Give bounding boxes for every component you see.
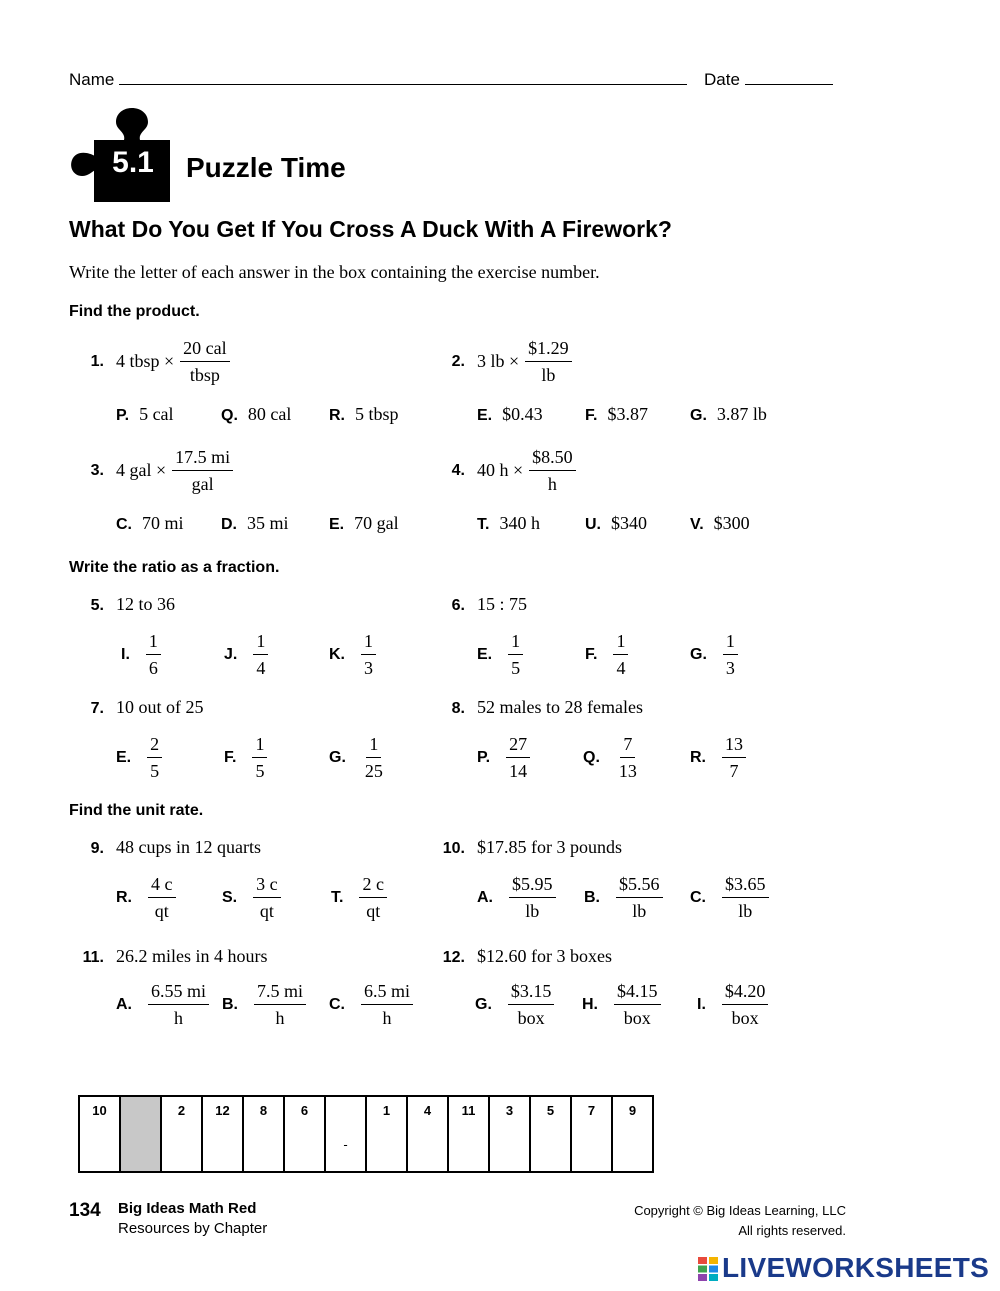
option-letter: R. [329,407,345,424]
answer-box-label: 12 [215,1103,230,1118]
option-letter: F. [585,645,598,663]
option-9-T[interactable] [331,874,387,921]
option-letter: E. [329,516,345,533]
fraction-numerator: 27 [506,734,530,758]
fraction-numerator: 1 [252,734,267,758]
section-heading-product: Find the product. [69,303,200,320]
option-5-K[interactable] [329,631,376,678]
option-4-T[interactable] [477,513,540,534]
option-5-J[interactable] [224,631,268,678]
exercise-text: 12 to 36 [116,594,176,614]
option-letter: E. [116,748,132,766]
option-2-F[interactable] [585,404,648,425]
option-text: 3.87 lb [716,404,767,424]
option-text: $300 [713,513,750,533]
option-2-E[interactable] [477,404,543,425]
fraction-denominator: qt [259,901,274,921]
date-field[interactable] [704,69,833,90]
fraction-numerator: $4.20 [722,981,769,1005]
option-1-P[interactable] [116,404,174,425]
exercise-number: 4. [451,461,465,479]
option-letter: H. [582,995,598,1013]
copyright-line-1: Copyright © Big Ideas Learning, LLC [634,1203,846,1218]
answer-box-blank [120,1096,161,1172]
option-text: 35 mi [247,513,289,533]
answer-box-label: 11 [461,1103,476,1118]
exercise-prefix: 4 tbsp × [116,351,175,371]
fraction-numerator: 17.5 mi [172,447,233,471]
option-8-R[interactable] [690,734,746,781]
fraction-numerator: 6.55 mi [148,981,209,1005]
option-letter: T. [331,888,344,906]
option-letter: K. [329,645,345,663]
option-letter: C. [690,888,706,906]
option-12-I[interactable] [697,981,768,1028]
answer-box-11[interactable] [448,1096,489,1172]
option-letter: U. [585,516,601,533]
exercise-10 [430,837,622,858]
copyright-line-2: All rights reserved. [738,1223,846,1238]
option-letter: G. [690,407,707,424]
exercise-number: 8. [451,700,465,717]
fraction-numerator: $5.56 [616,874,663,898]
fraction-numerator: 2 [147,734,162,758]
fraction-denominator: 5 [150,761,160,781]
fraction-numerator: 1 [361,631,376,655]
book-line-2: Resources by Chapter [118,1220,268,1237]
exercise-number: 5. [90,597,104,614]
option-text: $0.43 [502,404,543,424]
option-1-Q[interactable] [221,404,291,425]
answer-box-10[interactable] [79,1096,120,1172]
answer-box-label: 5 [546,1103,555,1118]
fraction-denominator: lb [541,365,556,385]
option-letter: R. [690,748,706,766]
option-letter: G. [329,748,346,766]
fraction-denominator: 7 [729,761,739,781]
option-letter: C. [329,995,345,1013]
fraction-denominator: 25 [364,761,383,781]
option-letter: Q. [583,748,600,766]
option-letter: F. [224,748,237,766]
exercise-3 [69,447,233,494]
option-9-S[interactable] [222,874,281,921]
fraction-numerator: $3.15 [508,981,555,1005]
exercise-8 [430,697,643,718]
option-letter: J. [224,645,238,663]
fraction-denominator: 4 [256,658,266,678]
option-3-E[interactable] [329,513,399,534]
fraction-numerator: $1.29 [525,338,572,362]
fraction-numerator: $4.15 [614,981,661,1005]
option-8-P[interactable] [477,734,530,781]
answer-box-8[interactable] [243,1096,284,1172]
fraction-denominator: box [731,1008,759,1028]
fraction-denominator: 6 [148,658,158,678]
exercise-text: 15 : 75 [477,594,528,614]
option-3-D[interactable] [221,513,289,534]
fraction-denominator: 14 [509,761,528,781]
copyright [634,1201,846,1241]
exercise-text: 10 out of 25 [116,697,204,717]
answer-box-dash [325,1096,366,1172]
fraction-numerator: $5.95 [509,874,556,898]
answer-box-12[interactable] [202,1096,243,1172]
option-4-V[interactable] [690,513,750,534]
answer-box-9[interactable] [612,1096,653,1172]
option-9-R[interactable] [116,874,176,921]
option-letter: C. [116,516,132,533]
answer-box-5[interactable] [530,1096,571,1172]
option-text: 340 h [499,513,540,533]
page-title: Puzzle Time [186,152,346,183]
fraction-denominator: qt [366,901,381,921]
option-letter: G. [690,645,707,663]
exercise-number: 2. [451,352,465,370]
option-7-E[interactable] [116,734,162,781]
option-letter: Q. [221,407,238,424]
option-letter: S. [222,888,238,906]
exercise-number: 7. [90,700,104,717]
badge-number: 5.1 [112,146,154,179]
option-8-Q[interactable] [583,734,640,781]
liveworksheets-watermark: LIVEWORKSHEETS [722,1252,990,1283]
exercise-text: 48 cups in 12 quarts [116,837,261,857]
exercise-prefix: 4 gal × [116,460,167,480]
fraction-numerator: 7.5 mi [254,981,306,1005]
fraction-numerator: 20 cal [180,338,229,362]
option-12-H[interactable] [582,981,661,1028]
answer-grid [78,1095,654,1173]
name-line [119,69,687,85]
exercise-text: $12.60 for 3 boxes [477,946,612,966]
fraction-denominator: h [547,474,557,494]
option-7-F[interactable] [224,734,267,781]
answer-box-3[interactable] [489,1096,530,1172]
fraction-numerator: 3 c [253,874,281,898]
option-10-A[interactable] [477,874,556,921]
date-line [745,69,833,85]
option-text: 70 gal [354,513,399,533]
exercise-2 [430,338,572,385]
fraction-numerator: 2 c [359,874,387,898]
fraction-numerator: 6.5 mi [361,981,413,1005]
fraction-denominator: h [275,1008,285,1028]
book-line-1: Big Ideas Math Red [118,1200,257,1217]
option-7-G[interactable] [329,734,386,781]
option-10-B[interactable] [584,874,663,921]
option-letter: I. [697,995,706,1013]
answer-box-7[interactable] [571,1096,612,1172]
fraction-denominator: qt [154,901,169,921]
fraction-denominator: h [382,1008,392,1028]
section-heading-ratio: Write the ratio as a fraction. [69,559,280,576]
answer-box-6[interactable] [284,1096,325,1172]
fraction-numerator: 1 [146,631,161,655]
option-letter: V. [690,516,704,533]
option-letter: B. [584,888,600,906]
answer-box-1[interactable] [366,1096,407,1172]
fraction-denominator: lb [738,901,753,921]
name-label: Name [69,70,115,89]
fraction-numerator: $3.65 [722,874,769,898]
option-letter: P. [116,407,130,424]
hyphen-mark: - [343,1137,348,1152]
option-11-A[interactable] [116,981,209,1028]
option-letter: I. [121,645,130,663]
option-letter: A. [116,995,132,1013]
option-letter: R. [116,888,132,906]
exercise-prefix: 40 h × [477,460,524,480]
option-text: 5 tbsp [355,404,399,424]
answer-box-label: 9 [628,1103,637,1118]
answer-box-2[interactable] [161,1096,202,1172]
exercise-prefix: 3 lb × [477,351,520,371]
option-letter: T. [477,516,490,533]
exercise-6 [430,594,527,615]
name-field[interactable] [69,69,687,90]
exercise-number: 10. [442,840,465,857]
exercise-9 [69,837,261,858]
section-heading-unit-rate: Find the unit rate. [69,802,204,819]
option-letter: E. [477,645,493,663]
exercise-4 [430,447,576,494]
fraction-numerator: $8.50 [529,447,576,471]
exercise-number: 12. [442,949,465,966]
option-2-G[interactable] [690,404,767,425]
option-letter: F. [585,407,598,424]
fraction-numerator: 1 [508,631,523,655]
fraction-denominator: tbsp [189,365,220,385]
answer-box-4[interactable] [407,1096,448,1172]
fraction-denominator: gal [191,474,214,494]
answer-box-label: 1 [382,1103,391,1118]
fraction-numerator: 1 [253,631,268,655]
exercise-number: 3. [90,461,104,479]
exercise-1 [69,338,230,385]
fraction-numerator: 4 c [148,874,176,898]
fraction-denominator: 3 [725,658,735,678]
option-text: 5 cal [139,404,174,424]
fraction-numerator: 1 [723,631,738,655]
fraction-denominator: box [623,1008,651,1028]
fraction-denominator: 5 [511,658,521,678]
option-text: 80 cal [247,404,292,424]
answer-box-label: 4 [423,1103,432,1118]
liveworksheets-logo-icon [698,1257,718,1281]
exercise-number: 11. [82,949,104,966]
option-6-F[interactable] [585,631,628,678]
fraction-denominator: box [517,1008,545,1028]
exercise-number: 9. [90,840,104,857]
option-6-G[interactable] [690,631,738,678]
fraction-numerator: 13 [722,734,746,758]
option-11-C[interactable] [329,981,413,1028]
fraction-denominator: lb [525,901,540,921]
exercise-number: 1. [90,352,104,370]
option-letter: P. [477,748,491,766]
option-text: $3.87 [607,404,648,424]
page-number: 134 [69,1200,101,1221]
option-11-B[interactable] [222,981,306,1028]
option-5-I[interactable] [121,631,161,678]
fraction-denominator: 5 [255,761,265,781]
instructions: Write the letter of each answer in the box containing the exercise number. [69,262,600,282]
answer-box-label: 7 [587,1103,596,1118]
answer-box-label: 6 [300,1103,309,1118]
fraction-denominator: 13 [618,761,637,781]
fraction-denominator: h [174,1008,183,1028]
exercise-text: 52 males to 28 females [477,697,643,717]
option-letter: G. [475,995,492,1013]
option-4-U[interactable] [585,513,647,534]
option-letter: B. [222,995,238,1013]
option-10-C[interactable] [690,874,769,921]
answer-box-label: 8 [259,1103,268,1118]
exercise-text: 26.2 miles in 4 hours [116,946,268,966]
option-12-G[interactable] [475,981,554,1028]
option-letter: D. [221,516,237,533]
exercise-7 [69,697,204,718]
exercise-11 [69,946,268,967]
fraction-denominator: 3 [364,658,373,678]
option-text: $340 [611,513,647,533]
exercise-number: 6. [451,597,465,614]
option-3-C[interactable] [116,513,184,534]
fraction-numerator: 1 [613,631,628,655]
option-text: 70 mi [142,513,184,533]
answer-box-label: 10 [92,1103,107,1118]
exercise-5 [69,594,175,615]
fraction-numerator: 7 [620,734,635,758]
option-letter: A. [477,888,493,906]
exercise-text: $17.85 for 3 pounds [477,837,622,857]
option-6-E[interactable] [477,631,523,678]
answer-box-label: 3 [505,1103,514,1118]
answer-box-label: 2 [177,1103,186,1118]
date-label: Date [704,70,740,89]
book-title [118,1199,267,1239]
fraction-denominator: 4 [616,658,626,678]
exercise-12 [430,946,612,967]
fraction-denominator: lb [632,901,647,921]
option-letter: E. [477,407,493,424]
fraction-numerator: 1 [366,734,381,758]
subtitle: What Do You Get If You Cross A Duck With A Firework? [69,216,672,242]
option-1-R[interactable] [329,404,399,425]
